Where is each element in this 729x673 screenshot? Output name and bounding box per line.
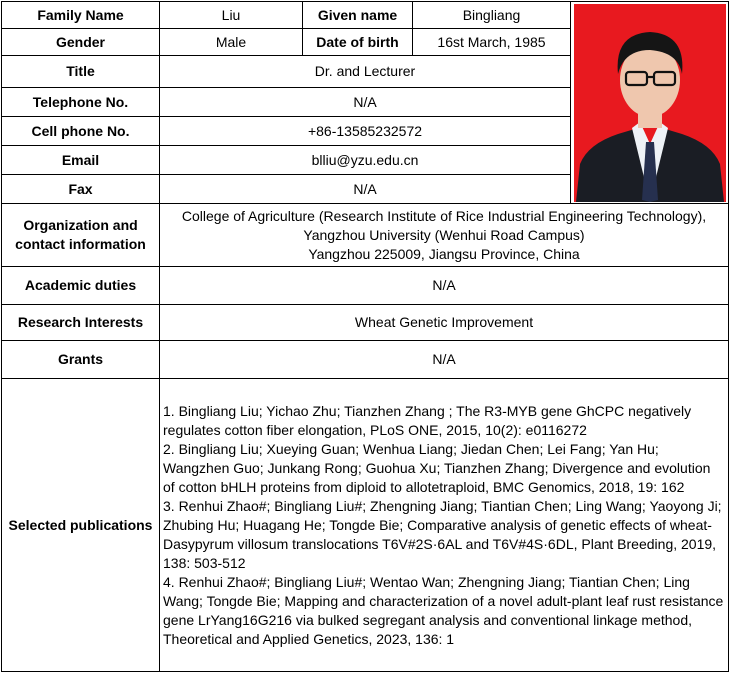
- research-interests-value: Wheat Genetic Improvement: [160, 305, 729, 341]
- research-interests-label: Research Interests: [2, 305, 160, 341]
- organization-line: Yangzhou 225009, Jiangsu Province, China: [308, 245, 580, 262]
- cell-phone-value: +86-13585232572: [160, 117, 571, 146]
- publication-item: 1. Bingliang Liu; Yichao Zhu; Tianzhen Zhang ; The R3-MYB gene GhCPC negatively regulates cotton fiber elongation, PLoS ONE, 2015, 10(2): e0116272: [163, 402, 692, 438]
- fax-value: N/A: [160, 175, 571, 204]
- gender-value: Male: [160, 29, 303, 56]
- title-label: Title: [2, 56, 160, 88]
- family-name-value: Liu: [160, 2, 303, 29]
- grants-label: Grants: [2, 341, 160, 379]
- telephone-label: Telephone No.: [2, 88, 160, 117]
- organization-line: Yangzhou University (Wenhui Road Campus): [303, 226, 585, 243]
- organization-line: College of Agriculture (Research Institute of Rice Industrial Engineering Technology),: [181, 207, 707, 224]
- cell-phone-label: Cell phone No.: [2, 117, 160, 146]
- given-name-label: Given name: [303, 2, 413, 29]
- email-value[interactable]: blliu@yzu.edu.cn: [160, 146, 571, 175]
- title-value: Dr. and Lecturer: [160, 56, 571, 88]
- publications-label: Selected publications: [2, 379, 160, 672]
- portrait-photo: [574, 4, 726, 202]
- publication-item: 2. Bingliang Liu; Xueying Guan; Wenhua Liang; Jiedan Chen; Lei Fang; Yan Hu; Wangzhen Guo; Junkang Rong; Guohua Xu; Tianzhen Zhang; Divergence and evolution of cotton bHLH proteins from diploid to allotetraploid, BMC Genomics, 2018, 19: 162: [163, 440, 711, 495]
- organization-value: [160, 204, 729, 267]
- publications-list: [160, 379, 729, 672]
- profile-table: [1, 1, 729, 672]
- family-name-label: Family Name: [2, 2, 160, 29]
- date-of-birth-value: 16st March, 1985: [413, 29, 571, 56]
- telephone-value: N/A: [160, 88, 571, 117]
- gender-label: Gender: [2, 29, 160, 56]
- date-of-birth-label: Date of birth: [303, 29, 413, 56]
- fax-label: Fax: [2, 175, 160, 204]
- publication-item: 4. Renhui Zhao#; Bingliang Liu#; Wentao Wan; Zhengning Jiang; Tiantian Chen; Ling Wang; Tongde Bie; Mapping and characterization of a novel adult-plant leaf rust resistance gene LrYang16G216 via bulked segregant analysis and conventional linkage method, Theoretical and Applied Genetics, 2023, 136: 1: [163, 573, 724, 647]
- academic-duties-value: N/A: [160, 267, 729, 305]
- email-label: Email: [2, 146, 160, 175]
- portrait-cell: [571, 2, 729, 204]
- organization-label: Organization and contact information: [2, 204, 160, 267]
- grants-value: N/A: [160, 341, 729, 379]
- given-name-value: Bingliang: [413, 2, 571, 29]
- academic-duties-label: Academic duties: [2, 267, 160, 305]
- publication-item: 3. Renhui Zhao#; Bingliang Liu#; Zhengning Jiang; Tiantian Chen; Ling Wang; Yaoyong Ji; Zhubing Hu; Huagang He; Tongde Bie; Comparative analysis of genetic effects of wheat-Dasypyrum villosum translocations T6V#2S·6AL and T6V#4S·6DL, Plant Breeding, 2019, 138: 503-512: [163, 497, 722, 571]
